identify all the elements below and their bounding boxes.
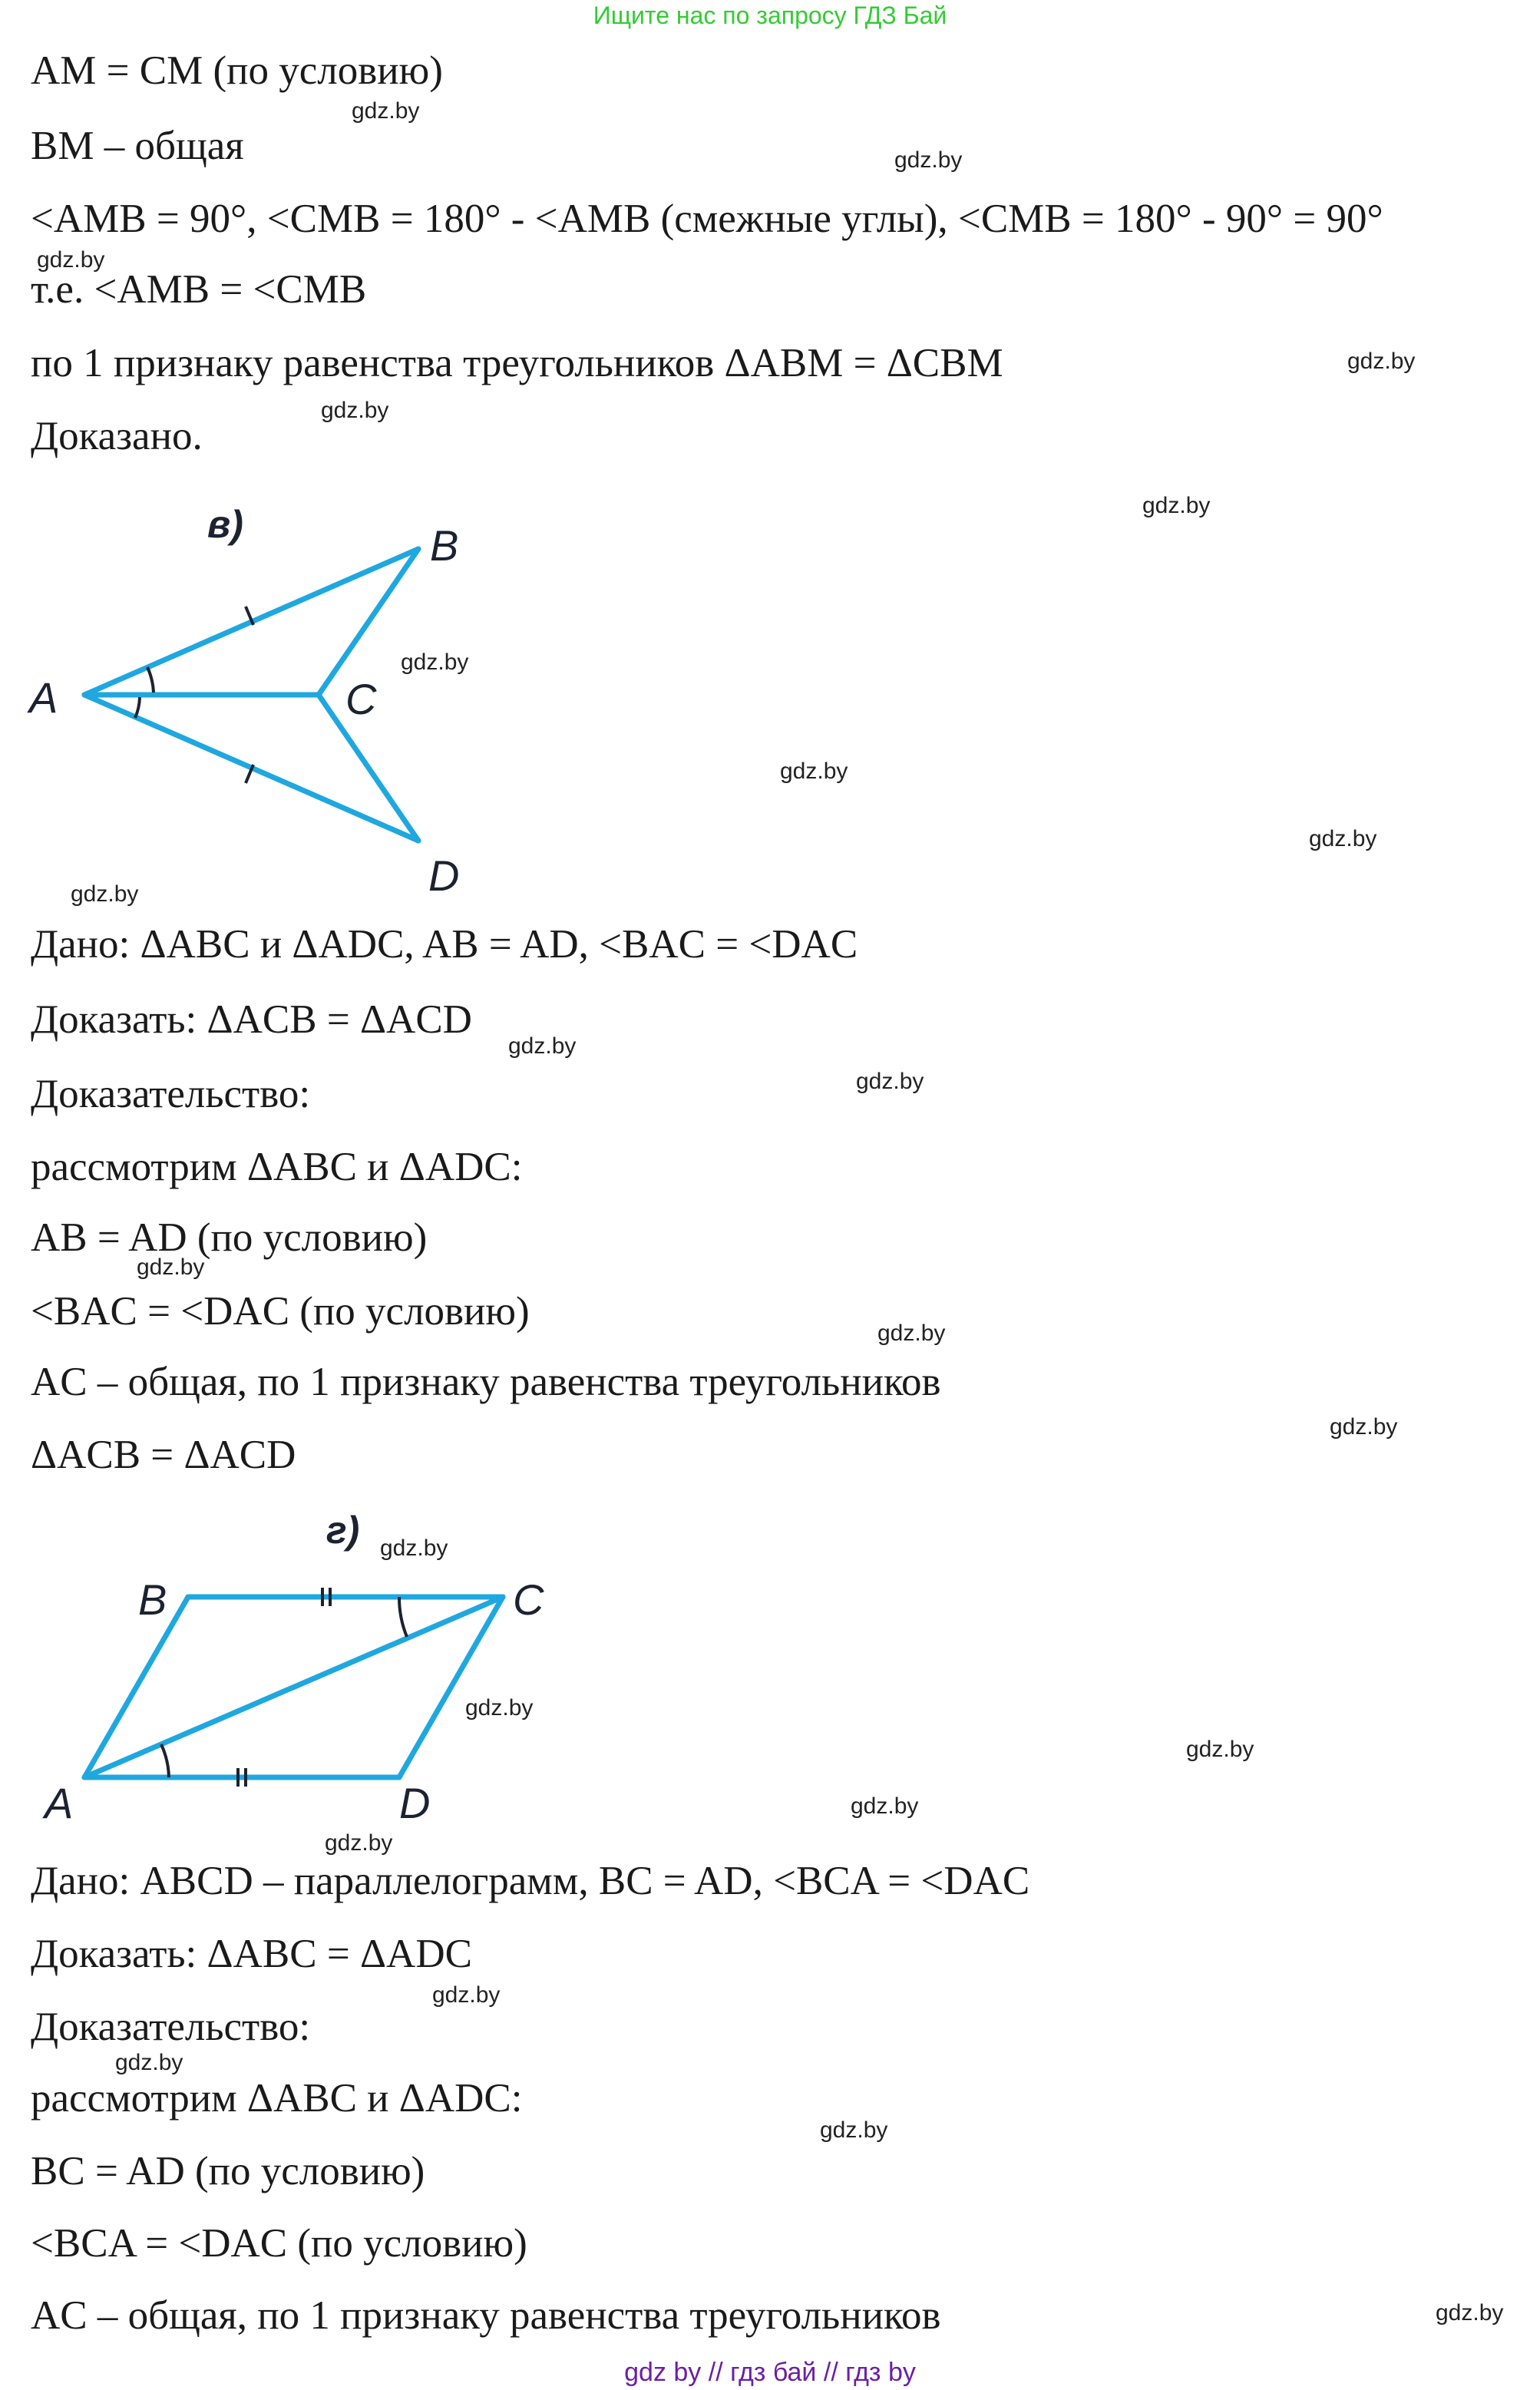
watermark: gdz.by xyxy=(1330,1414,1398,1440)
watermark: gdz.by xyxy=(137,1255,205,1280)
segment-cd xyxy=(399,1597,503,1777)
watermark: gdz.by xyxy=(401,650,469,675)
angle-arc-dac xyxy=(161,1744,169,1777)
text-line: BC = AD (по условию) xyxy=(31,2149,425,2193)
watermark: gdz.by xyxy=(1186,1737,1254,1762)
text-line: по 1 признаку равенства треугольников ΔABM = ΔCBM xyxy=(31,341,1003,385)
diagonal-ac xyxy=(84,1597,503,1777)
vertex-label-c: C xyxy=(513,1575,544,1624)
watermark: gdz.by xyxy=(71,881,139,907)
text-line: Доказательство: xyxy=(31,2005,311,2049)
watermark: gdz.by xyxy=(877,1321,946,1346)
figure-v xyxy=(23,491,484,906)
watermark: gdz.by xyxy=(856,1069,924,1094)
watermark: gdz.by xyxy=(465,1695,534,1721)
text-line: AM = CM (по условию) xyxy=(31,48,443,93)
figure-v-diagram xyxy=(23,491,484,906)
text-line: Доказать: ΔABC = ΔADC xyxy=(31,1932,472,1976)
text-line: AC – общая, по 1 признаку равенства треугольников xyxy=(31,2293,941,2338)
text-line: Дано: ABCD – параллелограмм, BC = AD, <BCA = <DAC xyxy=(31,1859,1030,1903)
segment-ab xyxy=(84,1597,188,1777)
watermark: gdz.by xyxy=(780,759,848,784)
watermark: gdz.by xyxy=(1309,826,1377,851)
watermark: gdz.by xyxy=(1436,2300,1504,2326)
watermark: gdz.by xyxy=(325,1830,393,1856)
vertex-label-c: C xyxy=(345,675,377,723)
watermark: gdz.by xyxy=(1347,349,1416,374)
watermark: gdz.by xyxy=(380,1535,448,1561)
angle-arc-bca xyxy=(399,1597,407,1637)
text-line: AC – общая, по 1 признаку равенства треугольников xyxy=(31,1360,941,1404)
text-line: AB = AD (по условию) xyxy=(31,1215,428,1260)
text-line: ΔACB = ΔACD xyxy=(31,1433,296,1477)
watermark: gdz.by xyxy=(820,2117,888,2143)
angle-arc-dac xyxy=(135,697,140,718)
text-line: рассмотрим ΔABC и ΔADC: xyxy=(31,2076,523,2121)
vertex-label-a: A xyxy=(29,673,58,722)
text-line: <AMB = 90°, <CMB = 180° - <AMB (смежные углы), <CMB = 180° - 90° = 90° xyxy=(31,197,1383,241)
vertex-label-d: D xyxy=(399,1779,431,1827)
watermark: gdz.by xyxy=(1142,493,1211,518)
text-line: Доказано. xyxy=(31,414,203,458)
vertex-label-b: B xyxy=(430,521,459,570)
watermark: gdz.by xyxy=(894,147,963,173)
top-banner[interactable]: Ищите нас по запросу ГДЗ Бай xyxy=(593,2,947,29)
figure-v-caption: в) xyxy=(207,503,243,546)
watermark: gdz.by xyxy=(851,1793,919,1819)
text-line: Дано: ΔABC и ΔADC, AB = AD, <BAC = <DAC xyxy=(31,922,858,967)
text-line: <BCA = <DAC (по условию) xyxy=(31,2221,527,2266)
text-line: Доказательство: xyxy=(31,1072,311,1116)
figure-g-diagram xyxy=(23,1505,576,1843)
watermark: gdz.by xyxy=(37,247,105,273)
watermark: gdz.by xyxy=(352,98,420,124)
text-line: BM – общая xyxy=(31,124,244,168)
figure-g xyxy=(23,1505,576,1843)
watermark: gdz.by xyxy=(115,2050,183,2075)
text-line: т.е. <AMB = <CMB xyxy=(31,267,367,312)
vertex-label-b: B xyxy=(138,1575,167,1624)
watermark: gdz.by xyxy=(508,1033,577,1059)
angle-arc-bac xyxy=(147,667,154,693)
text-line: рассмотрим ΔABC и ΔADC: xyxy=(31,1145,523,1189)
footer[interactable]: gdz by // гдз бай // гдз by xyxy=(624,2358,916,2387)
figure-g-caption: г) xyxy=(326,1509,360,1552)
watermark: gdz.by xyxy=(321,398,389,423)
text-line: Доказать: ΔACB = ΔACD xyxy=(31,997,472,1042)
vertex-label-a: A xyxy=(45,1779,74,1827)
text-line: <BAC = <DAC (по условию) xyxy=(31,1289,530,1334)
vertex-label-d: D xyxy=(428,851,460,900)
watermark: gdz.by xyxy=(432,1982,501,2008)
